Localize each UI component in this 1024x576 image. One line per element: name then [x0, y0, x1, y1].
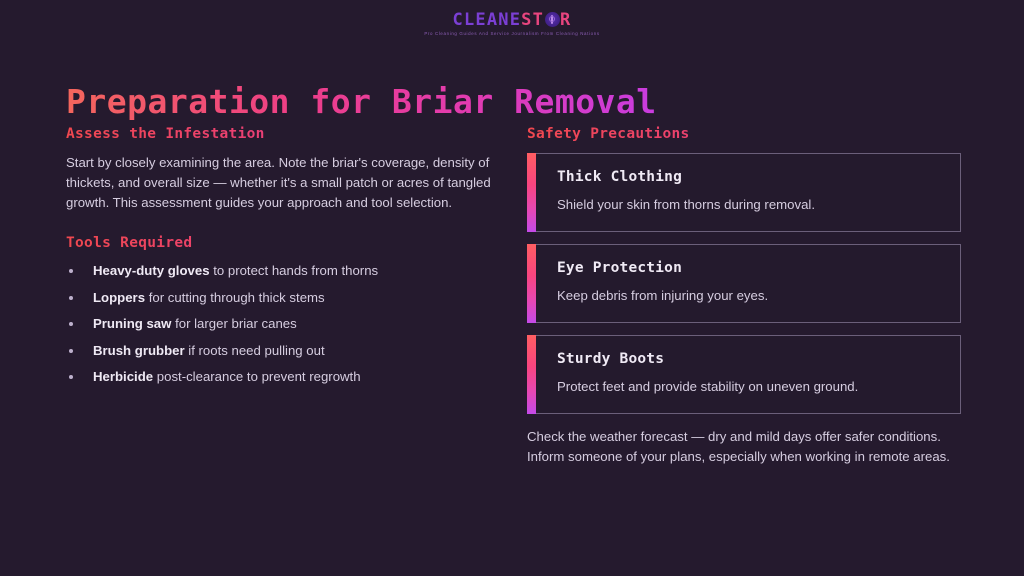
logo-wordmark [453, 12, 572, 29]
tool-detail: post-clearance to prevent regrowth [153, 369, 361, 384]
gradient-accent-bar [527, 335, 536, 414]
left-column [66, 126, 491, 395]
tool-name: Heavy-duty gloves [93, 263, 210, 278]
tools-required-heading: Tools Required [66, 235, 491, 251]
list-item [66, 289, 491, 307]
tool-name: Brush grubber [93, 342, 185, 358]
safety-card-title: Sturdy Boots [557, 351, 665, 367]
gradient-accent-bar [527, 244, 536, 323]
logo-text-st: ST [521, 10, 545, 30]
list-item [66, 368, 491, 386]
safety-card-body [536, 153, 961, 232]
safety-card [527, 335, 961, 414]
tool-name: Loppers [93, 289, 146, 305]
tool-detail: for cutting through thick stems [145, 289, 325, 305]
safety-card-body [536, 335, 961, 414]
safety-card-title: Thick Clothing [557, 169, 683, 185]
tool-detail: to protect hands from thorns [209, 263, 379, 278]
gradient-accent-bar [527, 153, 536, 232]
safety-card-description: Shield your skin from thorns during removal. [557, 197, 815, 212]
list-item [66, 262, 491, 280]
list-item [66, 342, 491, 360]
safety-card-description: Protect feet and provide stability on uneven ground. [557, 379, 859, 394]
logo-tagline: Pro Cleaning Guides And Service Journalism From Cleaning Nations [424, 31, 600, 36]
globe-badge-icon [545, 12, 560, 27]
assess-infestation-paragraph: Start by closely examining the area. Note the briar's coverage, density of thickets, and overall size — whether it's a small patch or acres of tangled growth. This assessment guides your approach and tool selection. [66, 155, 491, 210]
assess-infestation-heading: Assess the Infestation [66, 126, 491, 142]
site-logo[interactable] [0, 12, 1024, 36]
safety-closing-note: Check the weather forecast — dry and mild days offer safer conditions. Inform someone of your plans, especially when working in remote areas. [527, 429, 950, 464]
safety-card-title: Eye Protection [557, 260, 683, 276]
safety-card [527, 244, 961, 323]
logo-text-clean: CLEANE [452, 10, 522, 30]
safety-precautions-heading: Safety Precautions [527, 126, 961, 142]
safety-card-description: Keep debris from injuring your eyes. [557, 288, 769, 303]
page-title: Preparation for Briar Removal [66, 82, 657, 122]
safety-card-body [536, 244, 961, 323]
logo-text-r: R [560, 10, 572, 30]
list-item [66, 315, 491, 333]
tool-detail: for larger briar canes [171, 316, 297, 331]
safety-card [527, 153, 961, 232]
tool-detail: if roots need pulling out [184, 342, 325, 358]
tool-name: Pruning saw [93, 316, 172, 331]
right-column [527, 126, 961, 480]
tools-required-list [66, 262, 491, 386]
tool-name: Herbicide [93, 369, 154, 384]
